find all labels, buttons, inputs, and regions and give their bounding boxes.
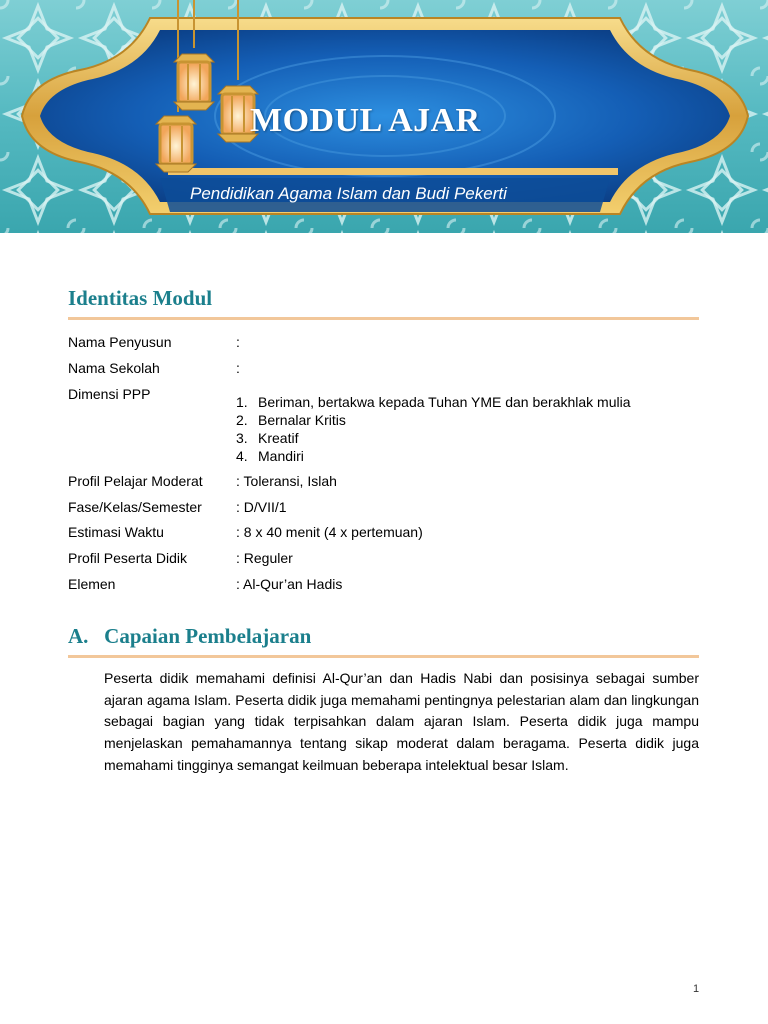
identity-label: Fase/Kelas/Semester [68,499,202,515]
identity-label: Nama Sekolah [68,360,160,376]
identity-value: : [236,334,240,350]
capaian-paragraph: Peserta didik memahami definisi Al-Qur’an dan Hadis Nabi dan posisinya sebagai sumber ajaran agama Islam. Peserta didik juga memahami pentingnya pelestarian alam dan lingkungan sebagai bagian yang tidak terpisahkan dalam ajaran Islam. Peserta didik juga mampu menjelaskan pemahamannya tentang sikap moderat dalam beragama. Peserta didik juga memahami tingginya semangat keilmuan beberapa intelektual besar Islam. [104,670,699,773]
identity-heading: Identitas Modul [68,286,213,310]
page-number: 1 [693,983,700,995]
identity-value: : Reguler [236,550,293,566]
identity-label: Nama Penyusun [68,334,172,350]
identity-label: Profil Pelajar Moderat [68,473,203,489]
identity-label: Profil Peserta Didik [68,550,188,566]
identity-value: : [236,360,240,376]
section-a-heading-rule [68,655,699,658]
identity-heading-rule [68,317,699,320]
lantern-icon [150,0,270,175]
dimension-item: 3. Kreatif [236,430,299,446]
dimension-item: 4. Mandiri [236,448,304,464]
section-a-heading: A. Capaian Pembelajaran [68,624,312,648]
dimension-item: 2. Bernalar Kritis [236,412,346,428]
header-banner [0,0,768,233]
identity-label: Dimensi PPP [68,386,151,402]
identity-label: Elemen [68,576,116,592]
dimension-item: 1. Beriman, bertakwa kepada Tuhan YME dan berakhlak mulia [236,394,631,410]
identity-label: Estimasi Waktu [68,524,164,540]
identity-value: : D/VII/1 [236,499,287,515]
identity-value: : 8 x 40 menit (4 x pertemuan) [236,524,423,540]
dimension-list [236,393,631,465]
banner-subtitle: Pendidikan Agama Islam dan Budi Pekerti [190,184,507,203]
banner-title: MODUL AJAR [250,102,481,139]
identity-value: : Toleransi, Islah [236,473,337,489]
identity-value: : Al-Qur’an Hadis [236,576,343,592]
